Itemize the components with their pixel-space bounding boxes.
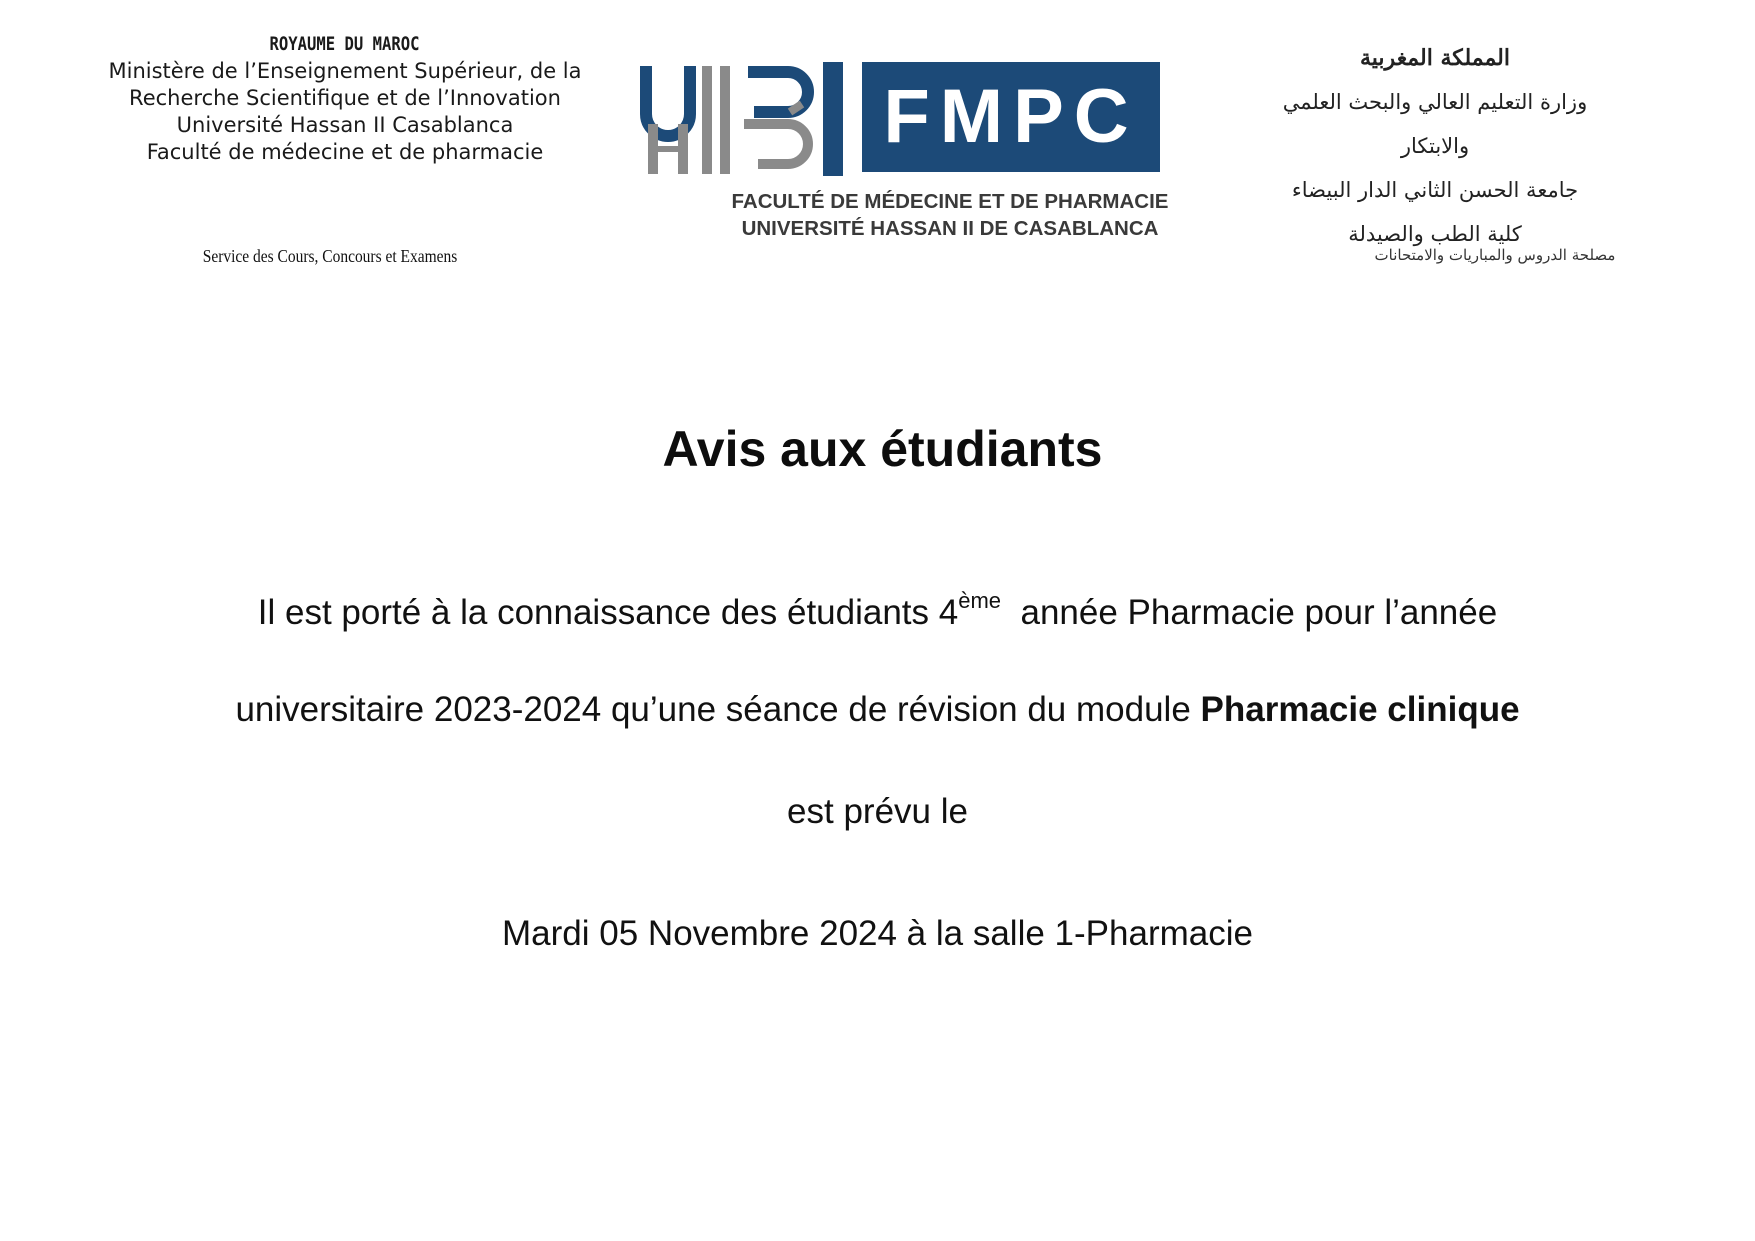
session-date-location: Mardi 05 Novembre 2024 à la salle 1-Pharmacie (502, 914, 1253, 953)
header-left (100, 30, 590, 166)
notice-line-1-end: année Pharmacie pour l’année (1001, 593, 1498, 632)
module-name: Pharmacie clinique (1200, 690, 1520, 729)
university-name-ar: جامعة الحسن الثاني الدار البيضاء (1291, 178, 1579, 202)
university-name: Université Hassan II Casablanca (176, 113, 514, 137)
logo-caption-line-2: UNIVERSITÉ HASSAN II DE CASABLANCA (741, 217, 1159, 240)
notice-line-2-text: universitaire 2023-2024 qu’une séance de révision du module (235, 690, 1201, 729)
service-label-fr: Service des Cours, Concours et Examens (202, 246, 458, 266)
notice-line-1 (0, 588, 1755, 633)
ordinal-superscript: ème (958, 588, 1002, 613)
ministry-line-ar: وزارة التعليم العالي والبحث العلمي والابتكار (1282, 90, 1588, 158)
service-label-ar: مصلحة الدروس والمباريات والامتحانات (1374, 246, 1616, 264)
notice-line-2 (0, 690, 1755, 730)
faculty-name-ar: كلية الطب والصيدلة (1348, 222, 1522, 246)
fmpc-acronym: FMPC (883, 74, 1139, 159)
notice-line-3: est prévu le (787, 792, 968, 831)
ministry-line-2: Recherche Scientifique et de l’Innovation (129, 86, 561, 110)
logo-caption-line-1: FACULTÉ DE MÉDECINE ET DE PHARMACIE (731, 190, 1169, 213)
kingdom-label-ar: المملكة المغربية (1360, 45, 1510, 71)
notice-line-1-start: Il est porté à la connaissance des étudiants 4 (257, 593, 959, 632)
kingdom-label: ROYAUME DU MAROC (269, 33, 421, 55)
page-title: Avis aux étudiants (662, 421, 1103, 477)
logo-caption (640, 188, 1260, 242)
header-right (1255, 36, 1615, 256)
ministry-line-1: Ministère de l’Enseignement Supérieur, de la (108, 59, 582, 83)
faculty-name: Faculté de médecine et de pharmacie (146, 140, 544, 164)
